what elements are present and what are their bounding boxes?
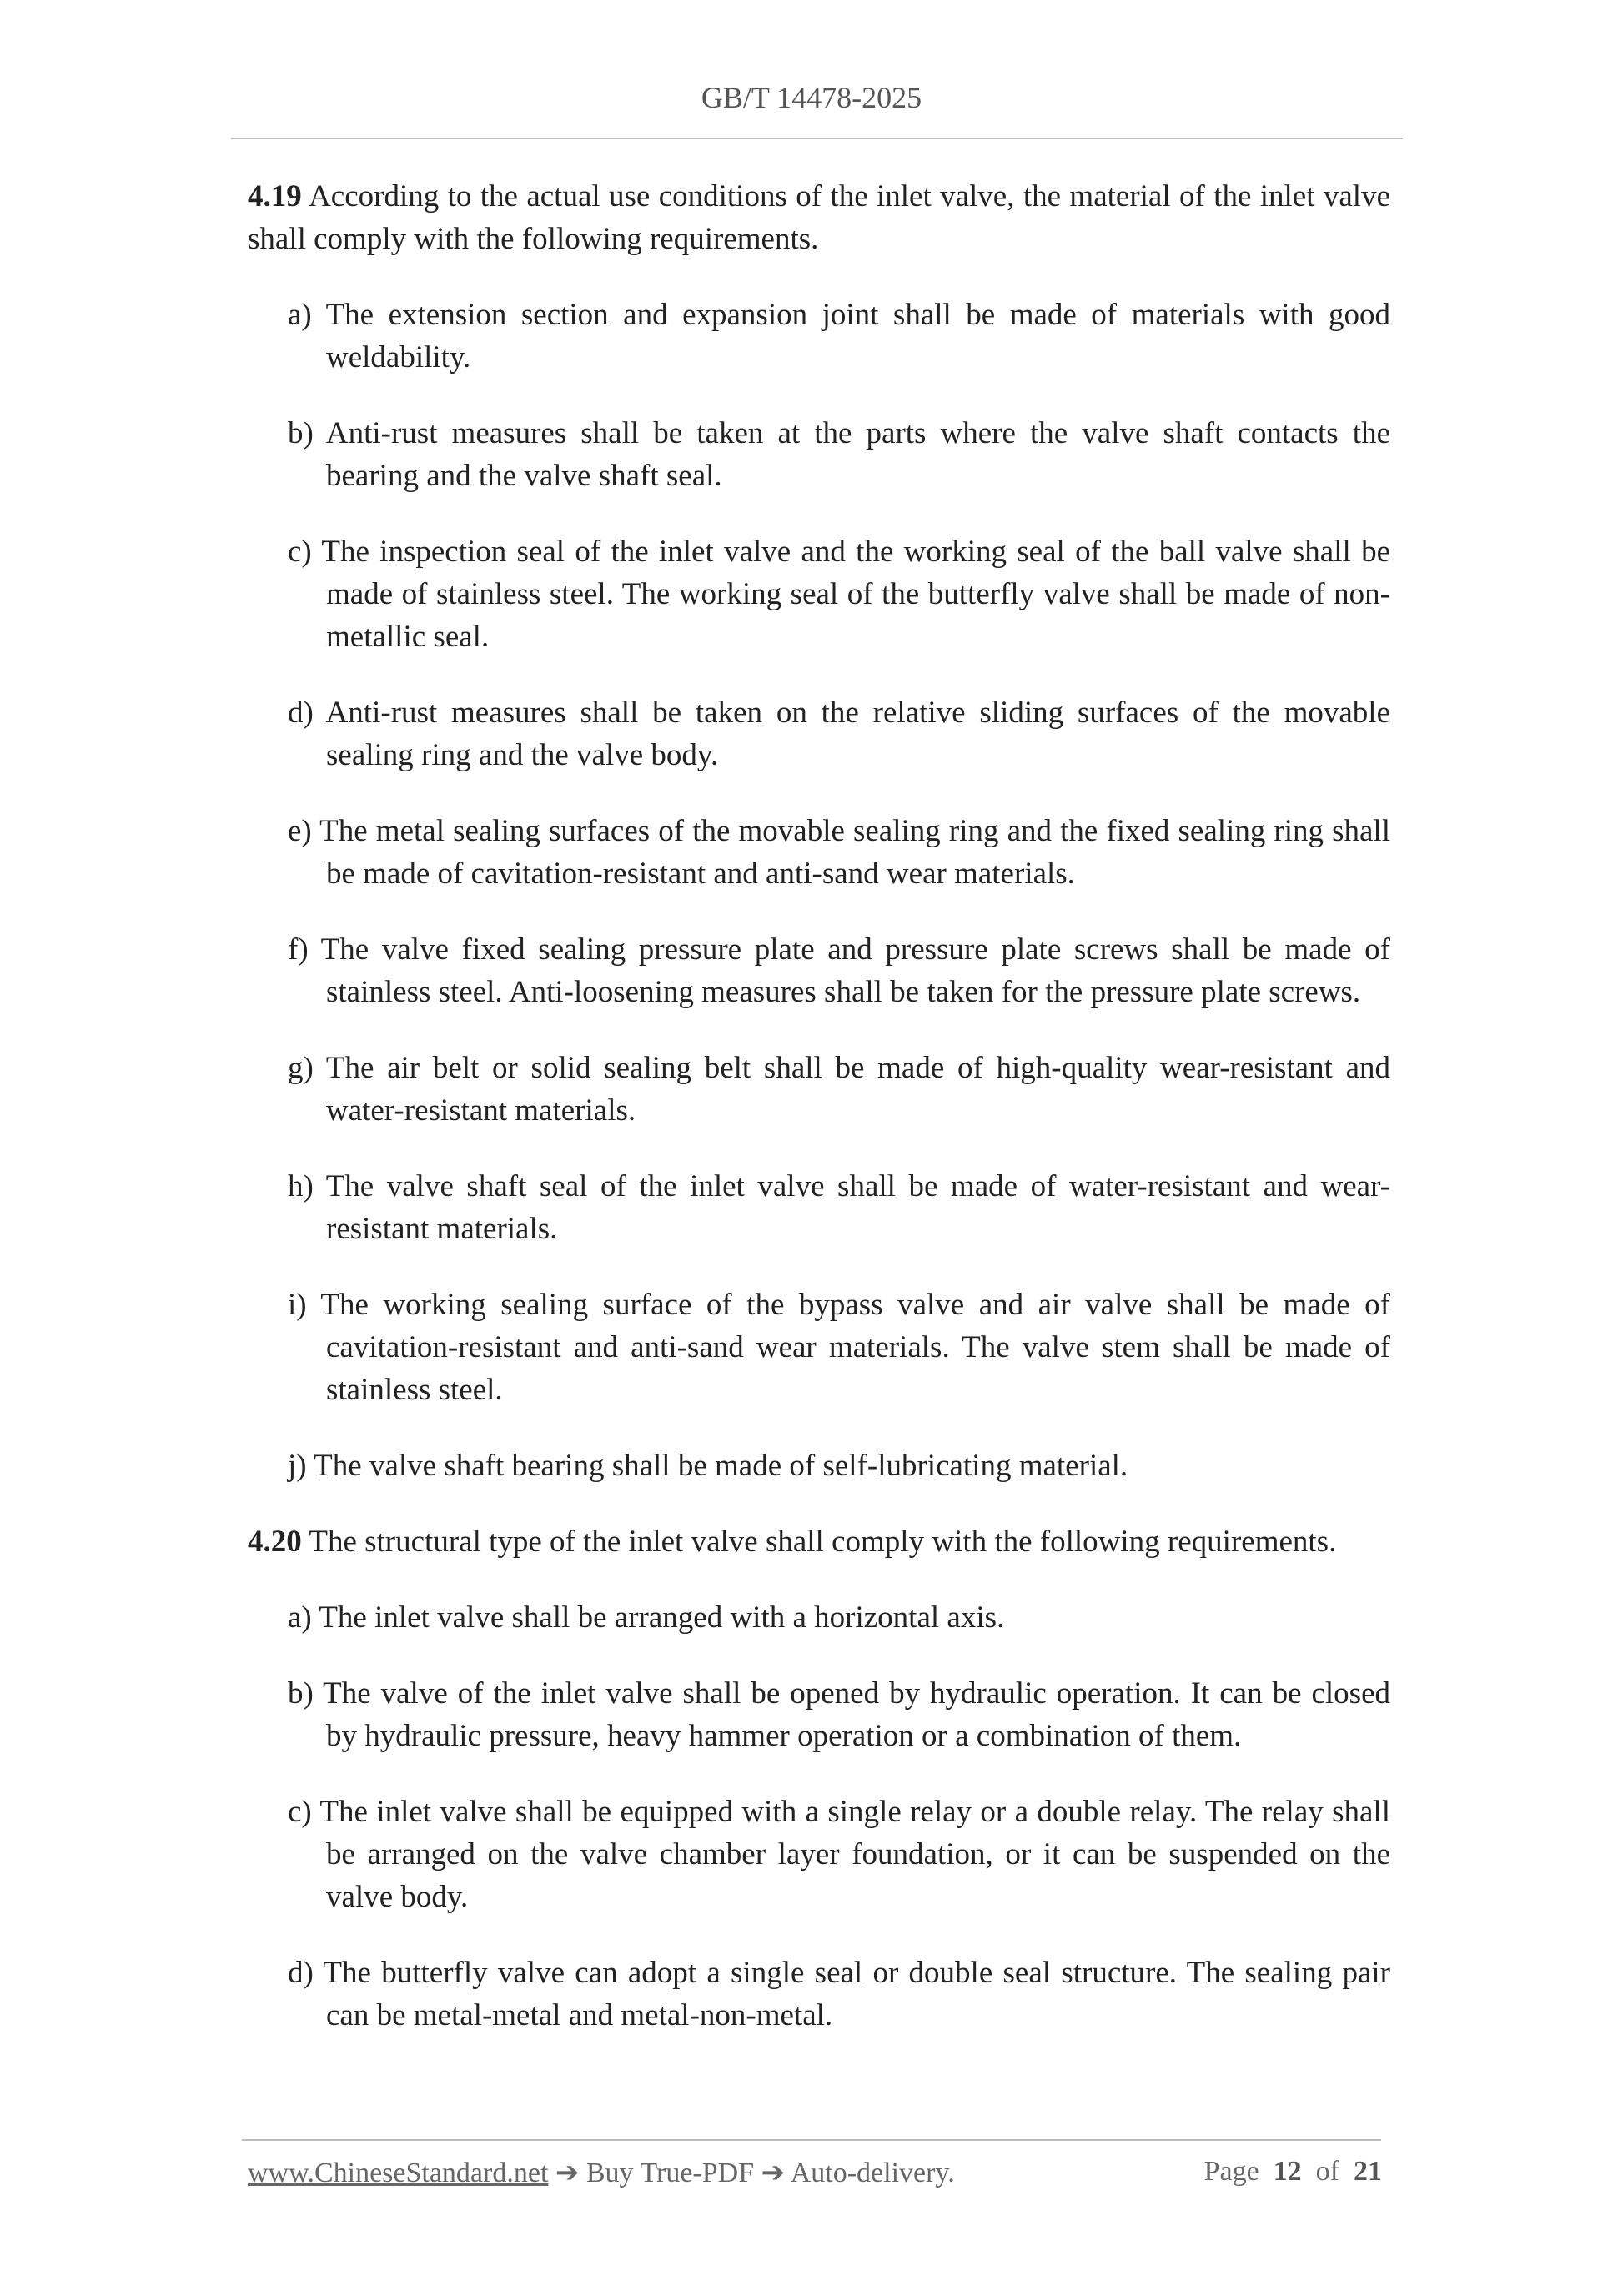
clause-number: 4.19 (248, 179, 302, 214)
page-label: Page (1203, 2156, 1259, 2187)
list-item: h) The valve shaft seal of the inlet valve shall be made of water-resistant and wear-resistant materials. (288, 1169, 1390, 1246)
list-item: j) The valve shaft bearing shall be made of self-lubricating material. (288, 1449, 1128, 1483)
document-body (248, 175, 1390, 2070)
clause-4-19 (248, 175, 1390, 260)
page-number (1204, 2156, 1382, 2189)
page-header-title: GB/T 14478-2025 (701, 81, 922, 114)
footer-divider (242, 2139, 1381, 2141)
clause-text: The structural type of the inlet valve shall comply with the following requirements. (309, 1525, 1337, 1559)
list-item: d) The butterfly valve can adopt a single seal or double seal structure. The sealing pair can be metal-metal and metal-non-metal. (288, 1956, 1390, 2032)
list-item: d) Anti-rust measures shall be taken on the relative sliding surfaces of the movable sealing ring and the valve body. (288, 696, 1390, 772)
clause-number: 4.20 (248, 1525, 302, 1559)
website-link[interactable]: www.ChineseStandard.net (248, 2158, 549, 2188)
list-item: i) The working sealing surface of the bypass valve and air valve shall be made of cavitation-resistant and anti-sand wear materials. The valve stem shall be made of stainless steel. (288, 1288, 1390, 1407)
promo-text: ➔ Buy True-PDF ➔ Auto-delivery. (548, 2158, 955, 2188)
clause-4-20 (248, 1520, 1390, 1563)
list-item: c) The inspection seal of the inlet valve and the working seal of the ball valve shall be made of stainless steel. The working seal of the butterfly valve shall be made of non-metallic seal. (288, 535, 1390, 654)
page-footer (248, 2156, 1382, 2189)
list-item: b) Anti-rust measures shall be taken at the parts where the valve shaft contacts the bearing and the valve shaft seal. (288, 416, 1390, 493)
header-divider (231, 138, 1403, 139)
list-item: b) The valve of the inlet valve shall be opened by hydraulic operation. It can be closed by hydraulic pressure, heavy hammer operation or a combination of them. (288, 1676, 1390, 1753)
clause-text: According to the actual use conditions of the inlet valve, the material of the inlet valve shall comply with the following requirements. (248, 179, 1390, 256)
list-item: e) The metal sealing surfaces of the movable sealing ring and the fixed sealing ring shall be made of cavitation-resistant and anti-sand wear materials. (288, 814, 1390, 891)
list-item: a) The extension section and expansion joint shall be made of materials with good weldability. (288, 298, 1390, 374)
footer-promo (248, 2156, 955, 2189)
page-current: 12 (1273, 2156, 1302, 2187)
page-of: of (1315, 2156, 1339, 2187)
page-total: 21 (1354, 2156, 1382, 2187)
list-item: c) The inlet valve shall be equipped with a single relay or a double relay. The relay shall be arranged on the valve chamber layer foundation, or it can be suspended on the valve body. (288, 1795, 1390, 1914)
list-item: f) The valve fixed sealing pressure plate and pressure plate screws shall be made of stainless steel. Anti-loosening measures shall be taken for the pressure plate screws. (288, 932, 1390, 1009)
list-item: g) The air belt or solid sealing belt shall be made of high-quality wear-resistant and water-resistant materials. (288, 1051, 1390, 1128)
list-item: a) The inlet valve shall be arranged with a horizontal axis. (288, 1600, 1005, 1635)
